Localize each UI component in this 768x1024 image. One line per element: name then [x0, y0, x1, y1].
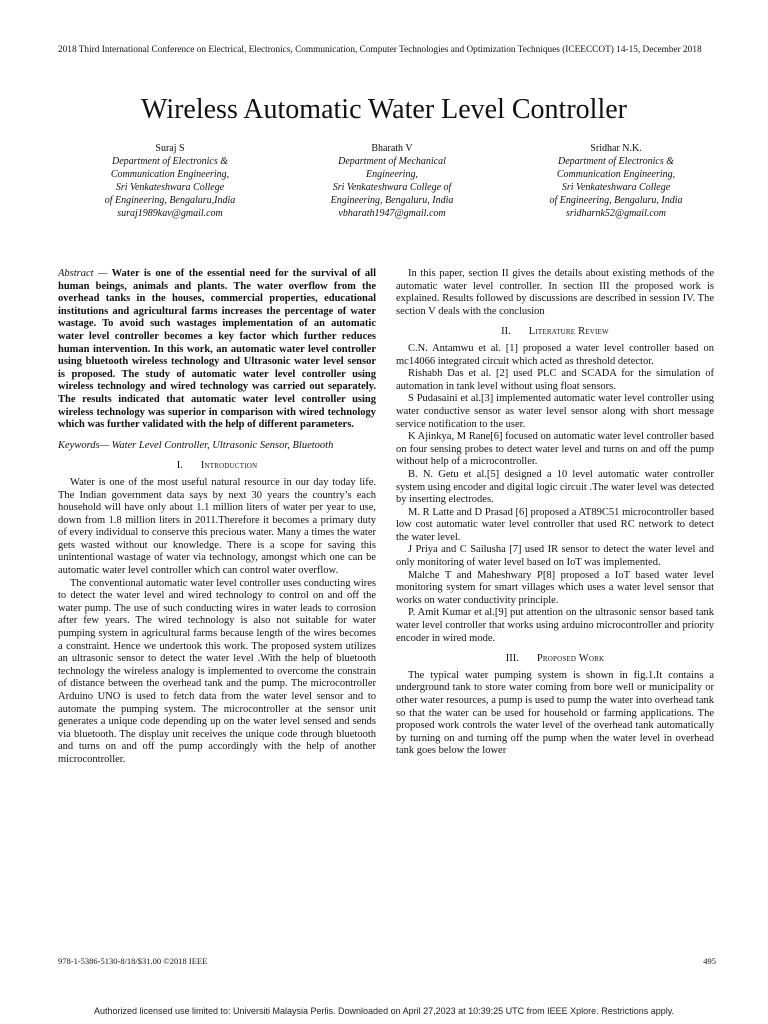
author-affiliation: Department of Electronics &: [112, 156, 228, 167]
author-3: [506, 142, 726, 220]
left-column: [58, 268, 376, 767]
literature-item: M. R Latte and D Prasad [6] proposed a AT89C51 microcontroller based low cost automatic water level controller that used RC network to detect the water level.: [396, 506, 714, 543]
right-column: [396, 268, 714, 758]
intro-paragraph: The conventional automatic water level controller uses conducting wires to detect the water level and wired technology to control on and off the water pump. The use of such conducting wires in water leads to corrosion after few years. The wired technology is also not suitable for water pumping system in agricultural farms because length of the wires becomes a constraint. Hence we undertook this work. The proposed system utilizes an ultrasonic sensor to detect the water level .With the help of bluetooth technology the wireless analogy is implemented to overcome the constrain of distance between the overhead tank and the pump. The microcontroller Arduino UNO is used to fetch data from the water level sensor and to automate the pumping system. The microcontroller at the sensor unit generates a unique code depending up on the water level sensed and sends via bluetooth. The display unit receives the unique code through bluetooth and turns on and off the pump accordingly with the help of another microcontroller.: [58, 577, 376, 765]
license-notice: Authorized licensed use limited to: Universiti Malaysia Perlis. Downloaded on April 27,2023 at 10:39:25 UTC from IEEE Xplore. Restrictions apply.: [93, 1006, 675, 1016]
copyright-footer: 978-1-5386-5130-8/18/$31.00 ©2018 IEEE: [58, 956, 208, 966]
literature-item: P. Amit Kumar et al.[9] put attention on the ultrasonic sensor based tank water level controller that works using arduino microcontroller and priority encoder in wired mode.: [396, 607, 714, 644]
author-email: vbharath1947@gmail.com: [338, 208, 446, 219]
intro-paragraph: Water is one of the most useful natural resource in our day today life. The Indian government data says by next 30 years the country’s each household will have only about 1.1 million liters of water per year to use, down from 1.8 million liters in 2011.Therefore it becomes a primary duty of every individual to conserve this precious water. Many a times the water gets wasted without our knowledge. There is a scope for saving this unintentional wastage of water via technology, amongst which one can be automatic water level controller which can control water overflow.: [58, 476, 376, 577]
literature-item: Rishabh Das et al. [2] used PLC and SCADA for the simulation of automation in tank level without using float sensors.: [396, 368, 714, 392]
author-affiliation: of Engineering, Bengaluru,India: [104, 195, 236, 206]
author-2: [282, 142, 502, 220]
abstract-label: Abstract —: [58, 268, 108, 279]
literature-item: S Pudasaini et al.[3] implemented automatic water level controller using water conductive sensor as water level sensor along with short message service notification to the user.: [396, 393, 714, 430]
author-affiliation: Department of Electronics &: [558, 156, 674, 167]
author-email: sridharnk52@gmail.com: [565, 208, 667, 219]
abstract-text: Water is one of the essential need for the survival of all human beings, animals and plants. The water overflow from the overhead tanks in the houses, commercial properties, educational institutions and agricultural farms increases the percentage of water wastage. To avoid such wastages implementation of an automatic water level controller becomes a key factor which further reduces human intervention. In this work, an automatic water level controller using bluetooth wireless technology and Ultrasonic water level sensor is proposed. The study of automatic water level controller using wireless technology and wired technology was carried out separately. The results indicated that automatic water level controller using wireless technology was superior in comparison with wired technology which was further validated with the help of different parameters.: [58, 268, 376, 431]
author-affiliation: Department of Mechanical: [338, 156, 446, 167]
author-affiliation: Sri Venkateshwara College: [561, 182, 671, 193]
literature-item: C.N. Antamwu et al. [1] proposed a water level controller based on mc14066 integrated circuit which acted as threshold detector.: [396, 342, 714, 367]
conference-header: 2018 Third International Conference on Electrical, Electronics, Communication, Computer Technologies and Optimization Techniques (ICEECCOT) 14-15, December 2018: [58, 45, 702, 55]
literature-item: B. N. Getu et al.[5] designed a 10 level automatic water controller system using encoder and digital logic circuit .The water level was detected by inserting electrodes.: [396, 468, 714, 506]
keywords: Keywords— Water Level Controller, Ultrasonic Sensor, Bluetooth: [58, 439, 334, 451]
abstract: [58, 268, 376, 432]
section-heading-proposed-work: III. Proposed Work: [505, 653, 605, 665]
literature-item: Malche T and Maheshwary P[8] proposed a IoT based water level monitoring system for smart villages which uses a water level sensor that works on water conductivity principle.: [396, 569, 714, 606]
section-heading-literature-review: II. Literature Review: [501, 326, 609, 338]
author-affiliation: Sri Venkateshwara College of: [332, 182, 452, 193]
proposed-work-paragraph: The typical water pumping system is shown in fig.1.It contains a underground tank to store water coming from bore well or municipality or other water resources, a pump is used to pump the water into overhead tank so that the water can be used for household or farming applications. The proposed work controls the water level of the overhead tank automatically by turning on and turning off the pump when the water level in overhead tank goes below the lower: [396, 669, 714, 757]
author-affiliation: Engineering,: [366, 169, 418, 180]
author-affiliation: Sri Venkateshwara College: [115, 182, 225, 193]
paper-title: Wireless Automatic Water Level Controller: [141, 94, 627, 125]
author-name: Bharath V: [371, 143, 413, 154]
literature-item: K Ajinkya, M Rane[6] focused on automatic water level controller based on four sensing probes to detect water level and turns on and off the pump without help of a microcontroller.: [396, 431, 714, 468]
paper-outline-paragraph: In this paper, section II gives the details about existing methods of the automatic water level controller. In section III the proposed work is explained. Results followed by discussions are described in session IV. The section V deals with the conclusion: [396, 268, 714, 317]
section-heading-introduction: I. Introduction: [176, 460, 258, 472]
author-name: Suraj S: [155, 143, 185, 154]
author-affiliation: of Engineering, Bengaluru, India: [549, 195, 683, 206]
author-email: suraj1989kav@gmail.com: [117, 208, 223, 219]
author-affiliation: Engineering, Bengaluru, India: [330, 195, 454, 206]
author-name: Sridhar N.K.: [590, 143, 642, 154]
page-number: 495: [703, 956, 716, 966]
literature-item: J Priya and C Sailusha [7] used IR sensor to detect the water level and only monitoring of water level based on IoT was implemented.: [396, 544, 714, 569]
author-1: [60, 142, 280, 220]
author-affiliation: Communication Engineering,: [110, 169, 230, 180]
author-affiliation: Communication Engineering,: [556, 169, 676, 180]
